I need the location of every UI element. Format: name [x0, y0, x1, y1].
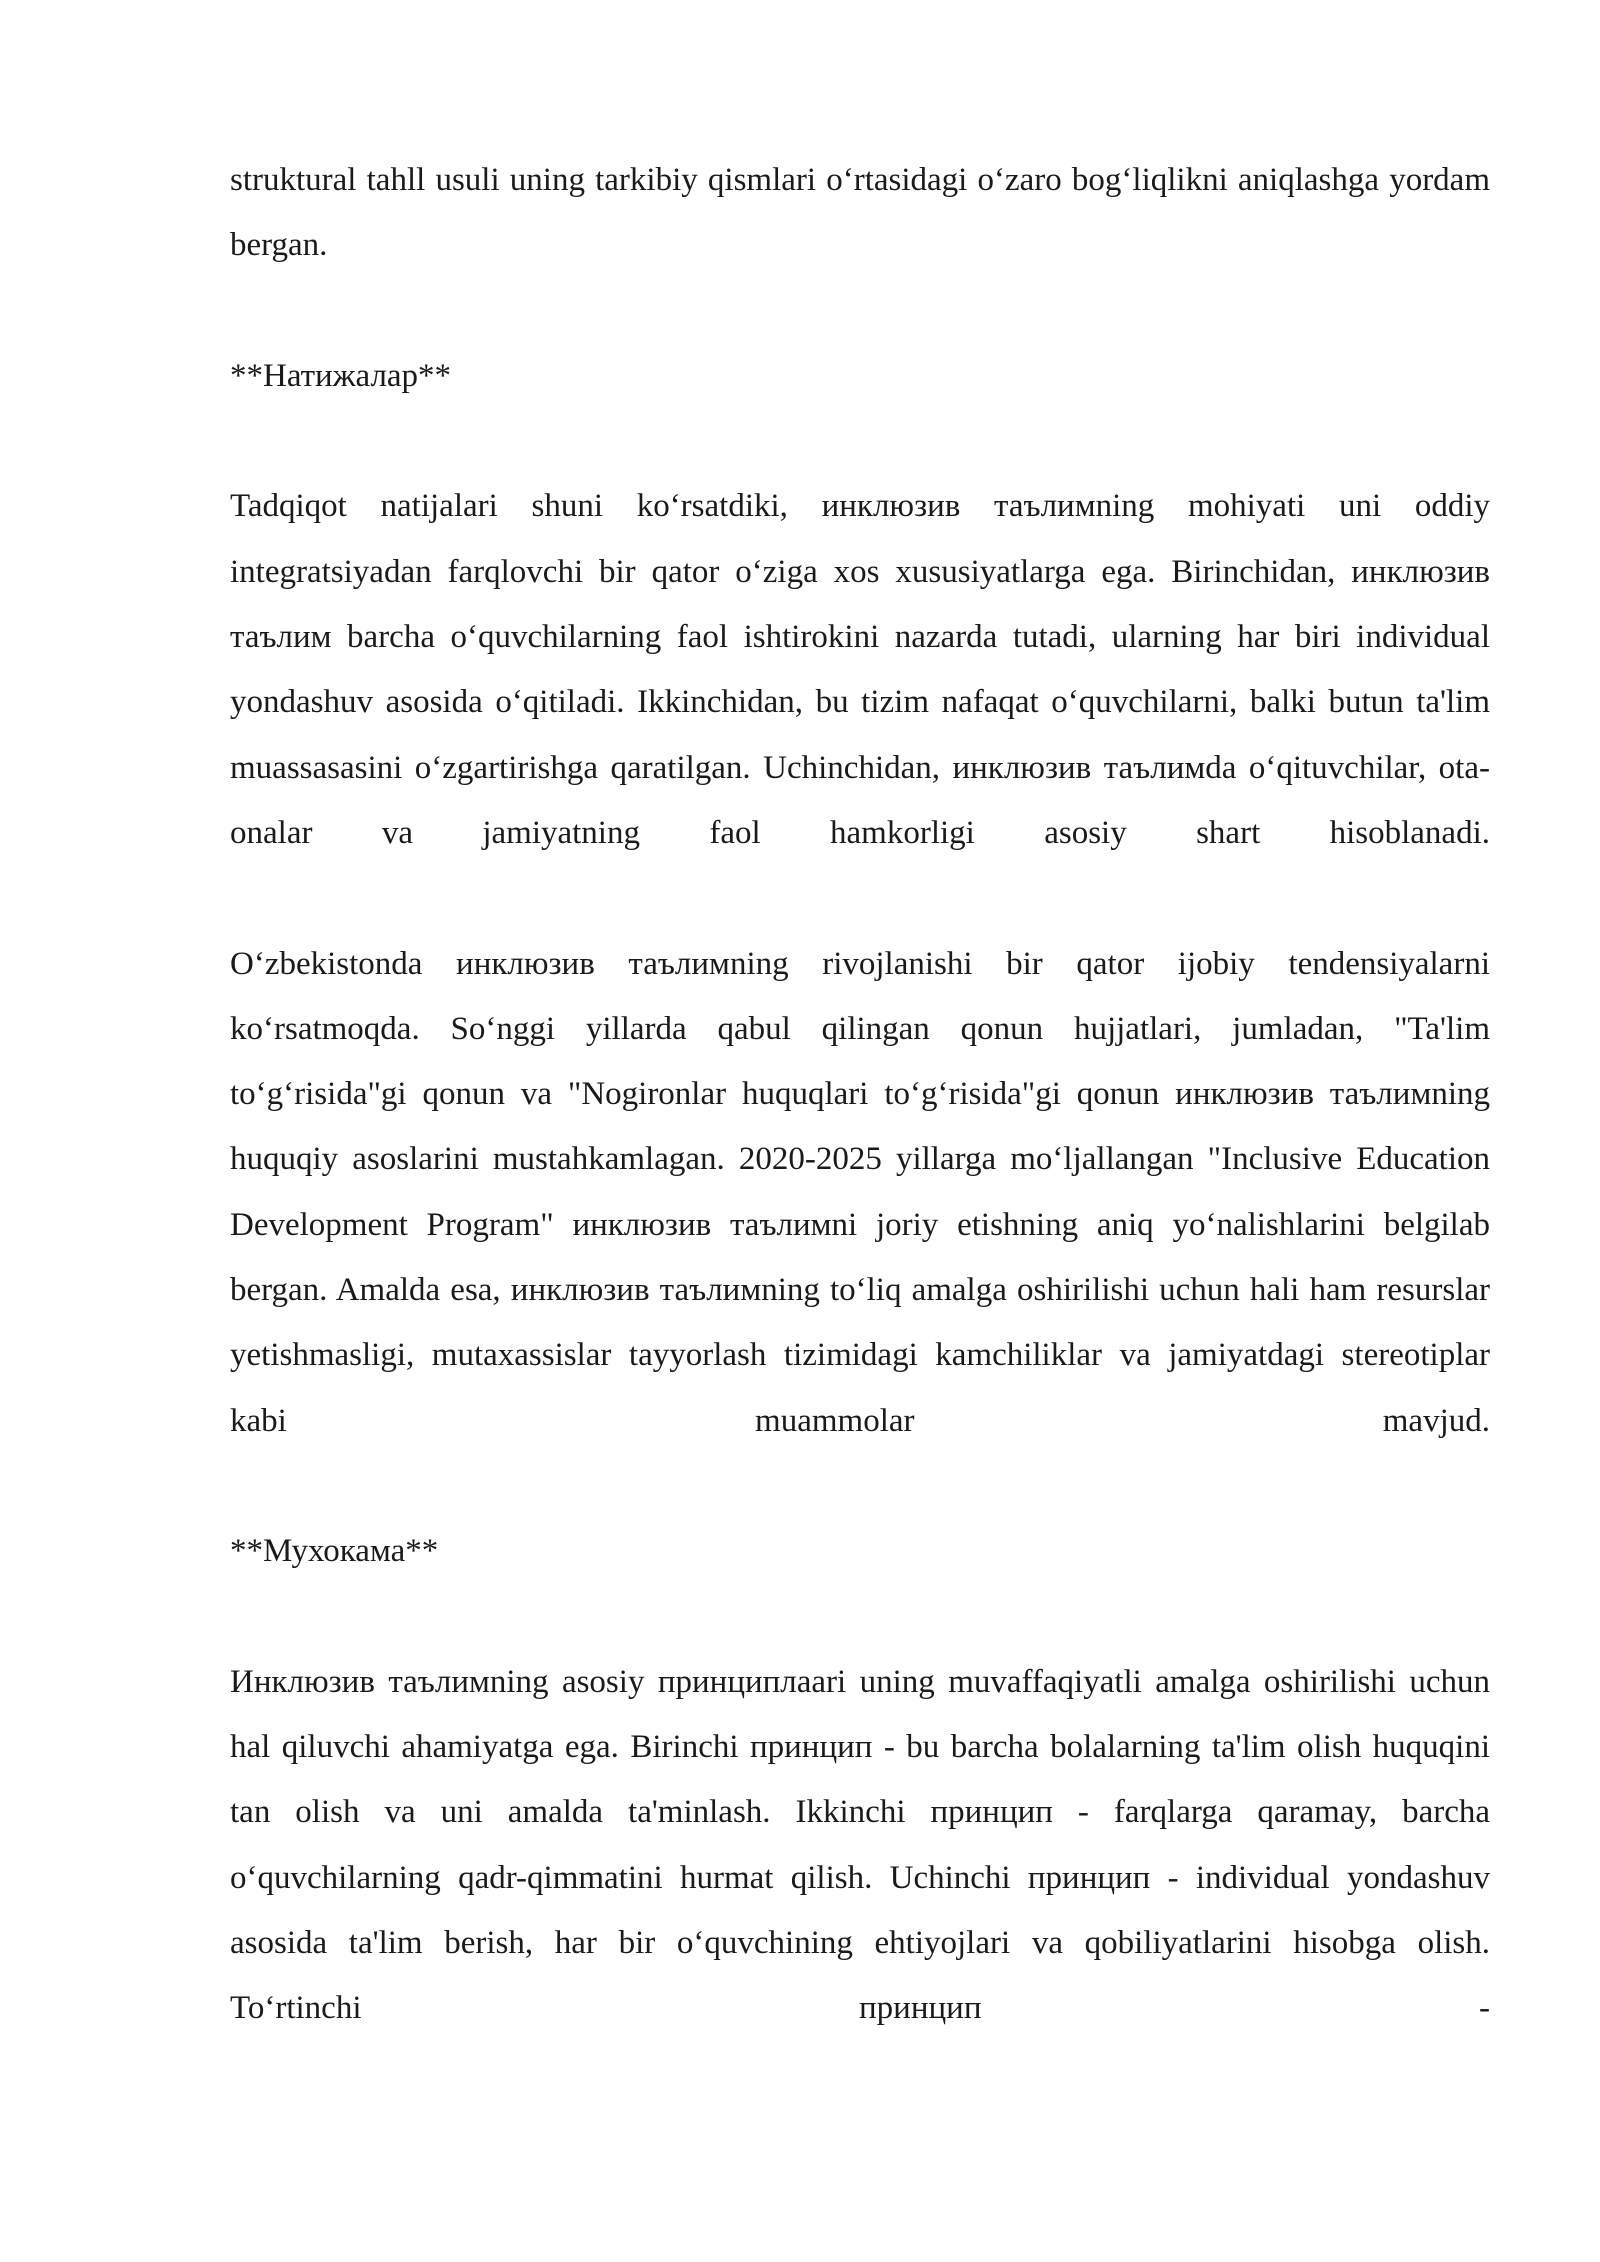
paragraph-results: Tadqiqot natijalari shuni ko‘rsatdiki, инклюзив таълимning mohiyati uni oddiy integratsiyadan farqlovchi bir qator o‘ziga xos xususiyatlarga ega. Birinchidan, инклюзив таълим barcha o‘quvchilarning faol ishtirokini nazarda tutadi, ularning har biri individual yondashuv asosida o‘qitiladi. Ikkinchidan, bu tizim nafaqat o‘quvchilarni, balki butun ta'lim muassasasini o‘zgartirishga qaratilgan. Uchinchidan, инклюзив таълимda o‘qituvchilar, ota-onalar va jamiyatning faol hamkorligi asosiy shart hisoblanadi.	[230, 488, 1490, 851]
paragraph-method-end: struktural tahll usuli uning tarkibiy qismlari o‘rtasidagi o‘zaro bog‘liqlikni aniqlashga yordam bergan.	[230, 162, 1490, 264]
paragraph-principles: Инклюзив таълимning asosiy принциплааri uning muvaffaqiyatli amalga oshirilishi uchun hal qiluvchi ahamiyatga ega. Birinchi принцип - bu barcha bolalarning ta'lim olish huquqini tan olish va uni amalda ta'minlash. Ikkinchi принцип - farqlarga qaramay, barcha o‘quvchilarning qadr-qimmatini hurmat qilish. Uchinchi принцип - individual yondashuv asosida ta'lim berish, har bir o‘quvchining ehtiyojlari va qobiliyatlarini hisobga olish. To‘rtinchi принцип -	[230, 1663, 1490, 2027]
paragraph-gap	[230, 1585, 1490, 1650]
heading-discussion: **Мухокама**	[230, 1533, 439, 1570]
paragraph-gap	[230, 1454, 1490, 1519]
paragraph-gap	[230, 866, 1490, 931]
paragraph-uzbekistan: O‘zbekistonda инклюзив таълимning rivojlanishi bir qator ijobiy tendensiyalarni ko‘rsatmoqda. So‘nggi yillarda qabul qilingan qonun hujjatlari, jumladan, "Ta'lim to‘g‘risida"gi qonun va "Nogironlar huquqlari to‘g‘risida"gi qonun инклюзив таълимning huquqiy asoslarini mustahkamlagan. 2020-2025 yillarga mo‘ljallangan "Inclusive Education Development Program" инклюзив таълимni joriy etishning aniq yo‘nalishlarini belgilab bergan. Amalda esa, инклюзив таълимning to‘liq amalga oshirilishi uchun hali ham resurslar yetishmasligi, mutaxassislar tayyorlash tizimidagi kamchiliklar va jamiyatdagi stereotiplar kabi muammolar mavjud.	[230, 945, 1490, 1439]
paragraph-gap	[230, 409, 1490, 474]
document-page	[230, 148, 1490, 2042]
paragraph-gap	[230, 279, 1490, 344]
heading-results: **Натижалар**	[230, 357, 452, 394]
